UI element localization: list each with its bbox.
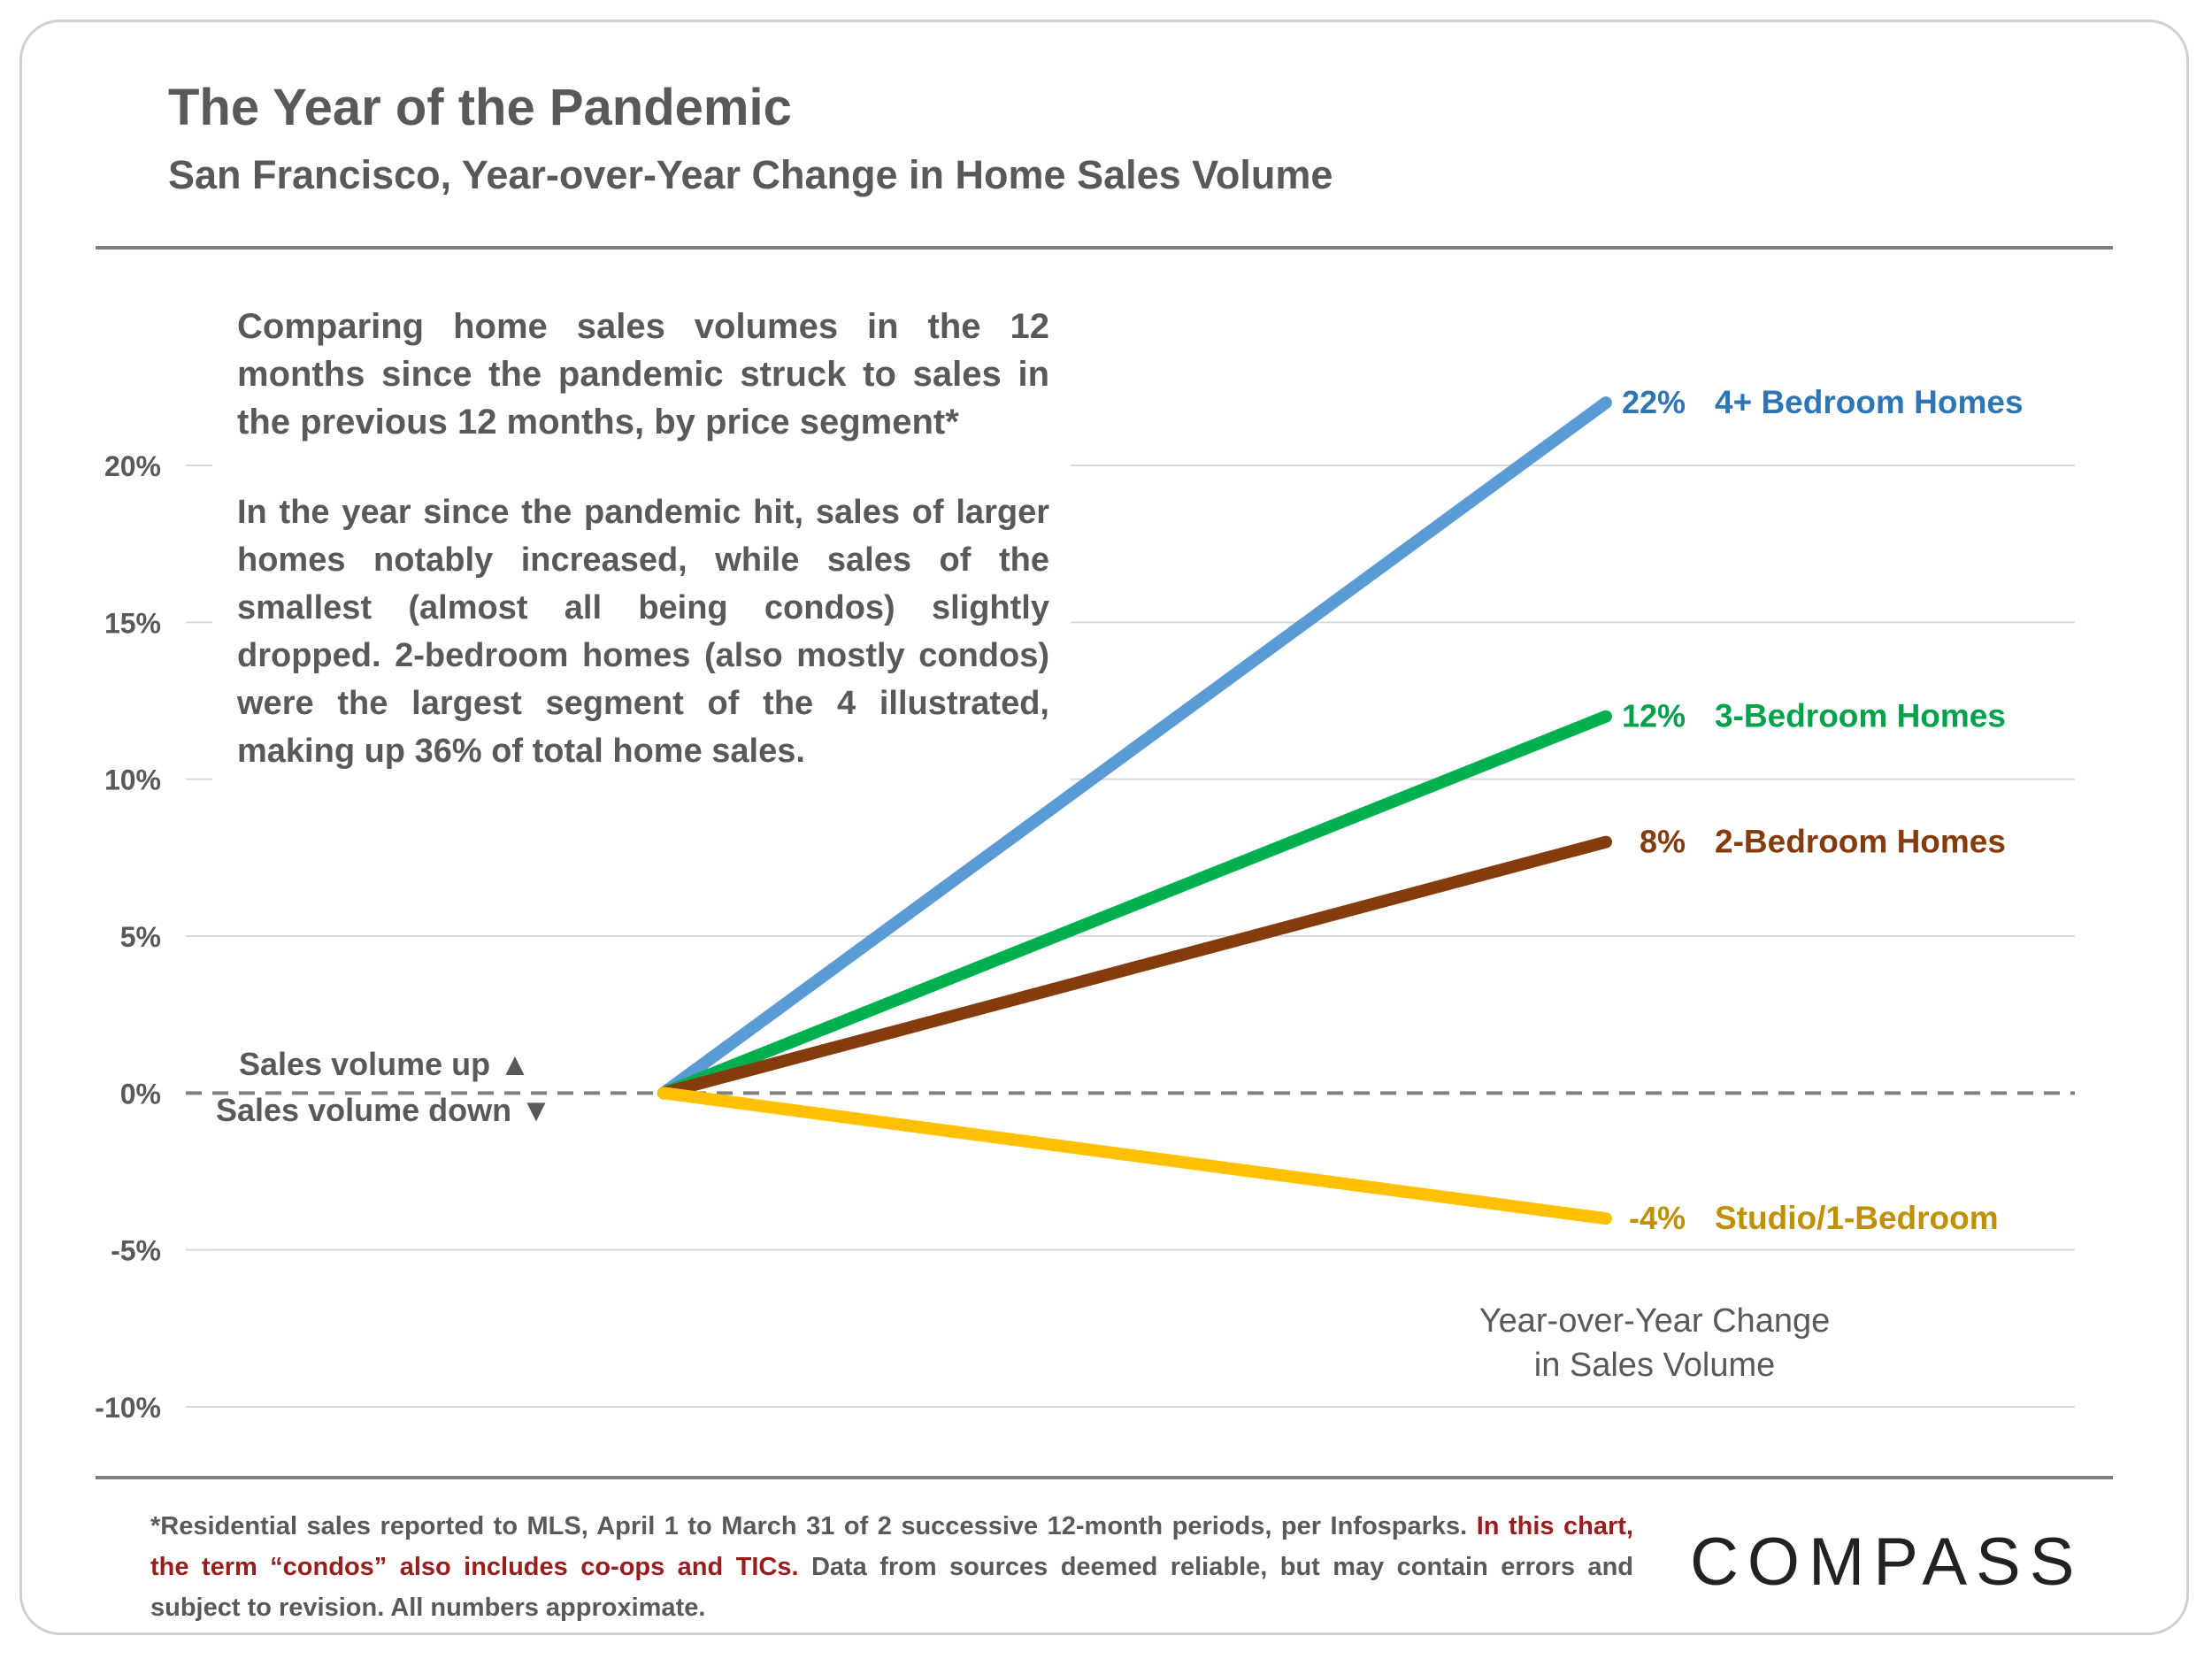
y-tick-label: 0%	[119, 1078, 161, 1110]
axis-caption-line1: Year-over-Year Change	[1479, 1302, 1831, 1340]
series-name-label: 2-Bedroom Homes	[1715, 823, 2006, 860]
series-name-label: 4+ Bedroom Homes	[1715, 384, 2024, 421]
series-name-label: Studio/1-Bedroom	[1715, 1200, 1999, 1237]
description-intro: Comparing home sales volumes in the 12 months since the pandemic struck to sales in the previous 12 months, by price segment*	[237, 307, 1049, 442]
footnote	[150, 1506, 1633, 1628]
sales-down-note: Sales volume down ▼	[216, 1092, 552, 1128]
bottom-divider	[96, 1476, 2113, 1479]
axis-caption	[1433, 1299, 1876, 1387]
page-title: The Year of the Pandemic	[168, 79, 792, 136]
axis-caption-line2: in Sales Volume	[1533, 1347, 1776, 1384]
compass-logo: COMPASS	[1690, 1525, 2084, 1600]
y-tick-label: 20%	[104, 450, 161, 482]
footnote-part3: Data from sources deemed reliable, but may contain errors and subject to revision. All numbers approximate.	[150, 1553, 1633, 1622]
y-tick-layer	[95, 450, 161, 1424]
footnote-part1: *Residential sales reported to MLS, April 1 to March 31 of 2 successive 12-month periods, per Infosparks.	[150, 1512, 1477, 1540]
series-value-label: 22%	[1621, 384, 1686, 421]
series-line	[664, 842, 1606, 1094]
y-tick-label: 5%	[119, 921, 161, 953]
y-tick-label: 10%	[104, 764, 161, 796]
y-tick-label: -10%	[95, 1392, 161, 1424]
series-name-label: 3-Bedroom Homes	[1715, 697, 2006, 734]
series-line	[664, 1093, 1606, 1218]
series-label-layer	[1622, 384, 2024, 1236]
series-value-label: 8%	[1639, 823, 1686, 860]
series-value-label: 12%	[1621, 697, 1686, 734]
series-value-label: -4%	[1628, 1200, 1686, 1237]
y-tick-label: -5%	[111, 1234, 161, 1267]
y-tick-label: 15%	[104, 607, 161, 640]
footnote-condos-note: In this chart, the term “condos” also includes co-ops and TICs.	[150, 1512, 1633, 1581]
sales-up-note: Sales volume up ▲	[239, 1046, 531, 1082]
description-body: In the year since the pandemic hit, sales of larger homes notably increased, while sales of the smallest (almost all being condos) slightly dropped. 2-bedroom homes (also mostly condos) were the largest segment of the 4 illustrated, making up 36% of total home sales.	[237, 494, 1049, 770]
page-subtitle: San Francisco, Year-over-Year Change in Home Sales Volume	[168, 152, 1333, 197]
